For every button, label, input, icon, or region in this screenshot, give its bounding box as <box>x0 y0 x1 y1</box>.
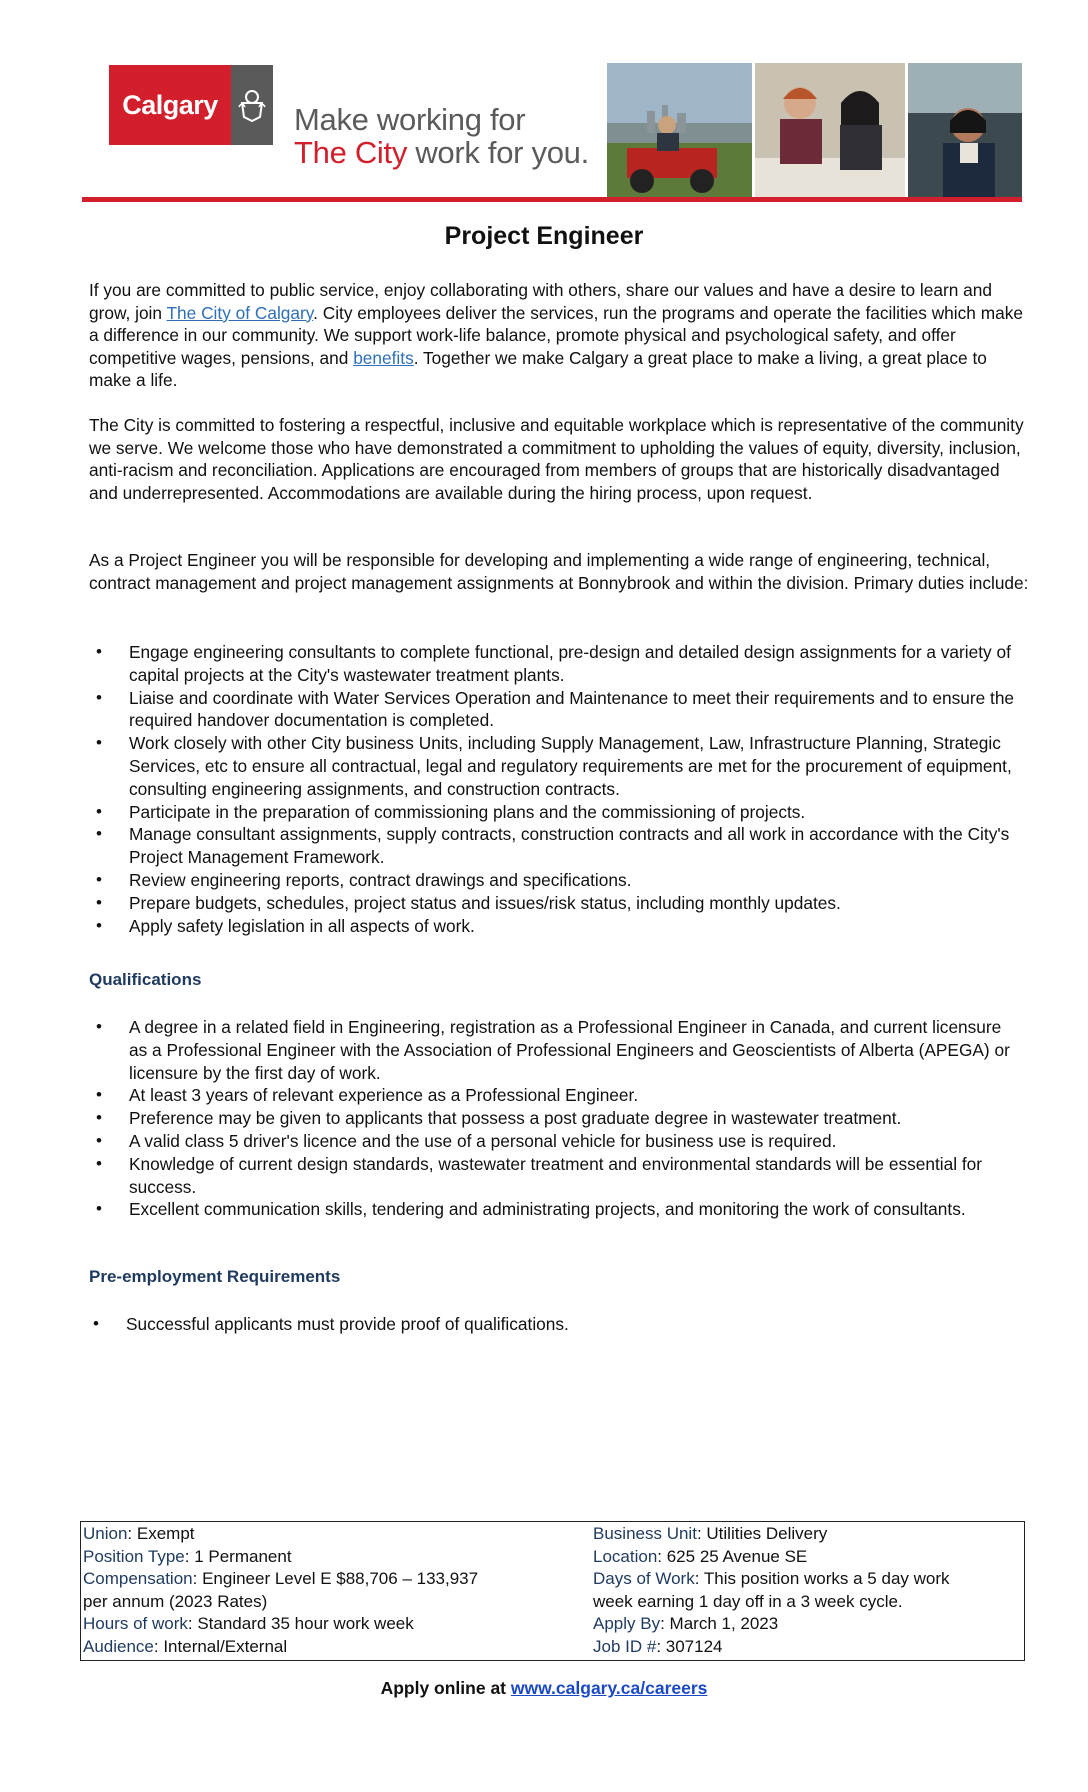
apply-online-text: Apply online at <box>380 1678 511 1698</box>
header-photos <box>607 63 1022 197</box>
job-id-label: Job ID # <box>593 1636 657 1656</box>
days-of-work-row-2: week earning 1 day off in a 3 week cycle. <box>593 1591 903 1611</box>
page-title: Project Engineer <box>444 222 644 250</box>
list-item: • Manage consultant assignments, supply contracts, construction contracts and all work in accordance with the City's Project Management Framework. <box>89 823 1019 869</box>
business-unit-value: : Utilities Delivery <box>696 1524 828 1543</box>
days-of-work-value: : This position works a 5 day work <box>694 1569 950 1589</box>
qualifications-heading: Qualifications <box>89 970 202 989</box>
duties-list <box>89 641 1019 937</box>
benefits-link[interactable]: benefits <box>353 347 414 368</box>
intro-text-c: . Together we make Calgary a great place to make a living, a great place to make a life. <box>89 347 987 390</box>
tagline-line-1: Make working for <box>294 102 526 137</box>
logo-wordmark: Calgary <box>109 65 231 145</box>
list-item: • Work closely with other City business Units, including Supply Management, Law, Infrastructure Planning, Strategic Services, etc to ensure all contractual, legal and regulatory requirements are met for the procurement of equipment, consulting engineering assignments, and construction contracts. <box>89 732 1019 800</box>
compensation-row-2: per annum (2023 Rates) <box>83 1591 268 1611</box>
intro-paragraph-2: The City is committed to fostering a respectful, inclusive and equitable workplace which is representative of the community we serve. We welcome those who have demonstrated a commitment to upholding the values of equity, diversity, inclusion, anti-racism and reconciliation. Applications are encouraged from members of groups that are historically disadvantaged and underrepresented. Accommodations are available during the hiring process, upon request. <box>89 415 1024 503</box>
job-details-right-column <box>593 1523 1018 1659</box>
list-item: • Participate in the preparation of commissioning plans and the commissioning of projects. <box>89 801 1019 824</box>
location-value: : 625 25 Avenue SE <box>657 1546 808 1566</box>
job-id-row <box>593 1636 1018 1659</box>
apply-by-label: Apply By <box>593 1614 661 1634</box>
hours-value: : Standard 35 hour work week <box>187 1614 414 1634</box>
list-item: • Preference may be given to applicants that possess a post graduate degree in wastewater treatment. <box>89 1107 1019 1130</box>
list-item: • A valid class 5 driver's licence and the use of a personal vehicle for business use is required. <box>89 1130 1019 1153</box>
photo-transit-worker <box>908 63 1022 197</box>
job-details-left-column <box>83 1523 583 1659</box>
list-item: • Review engineering reports, contract drawings and specifications. <box>89 869 1019 892</box>
position-type-row <box>83 1546 583 1569</box>
list-item: • Knowledge of current design standards, wastewater treatment and environmental standards will be essential for success. <box>89 1153 1019 1199</box>
photo-office-workers <box>755 63 905 197</box>
list-item: • Successful applicants must provide proof of qualifications. <box>86 1313 1016 1336</box>
location-label: Location <box>593 1546 658 1566</box>
tagline-rest-text: work for you. <box>407 135 589 170</box>
tagline-line-2 <box>294 136 589 169</box>
list-item: • Engage engineering consultants to complete functional, pre-design and detailed design assignments for a variety of capital projects at the City's wastewater treatment plants. <box>89 641 1019 687</box>
apply-by-value: : March 1, 2023 <box>660 1614 779 1634</box>
intro-paragraph-1 <box>89 279 1029 392</box>
union-row <box>83 1523 583 1546</box>
list-item: • Prepare budgets, schedules, project status and issues/risk status, including monthly updates. <box>89 892 1019 915</box>
days-of-work-row <box>593 1568 1018 1591</box>
union-label: Union <box>83 1524 128 1543</box>
header-divider <box>82 197 1022 202</box>
list-item: • A degree in a related field in Engineering, registration as a Professional Engineer in Canada, and current licensure as a Professional Engineer with the Association of Professional Engineers and Geoscientists of Alberta (APEGA) or licensure by the first day of work. <box>89 1016 1019 1084</box>
compensation-label: Compensation <box>83 1569 193 1589</box>
city-of-calgary-link[interactable]: The City of Calgary <box>166 302 314 323</box>
pre-employment-heading: Pre-employment Requirements <box>89 1267 341 1286</box>
tagline-red-text: The City <box>294 135 408 170</box>
audience-row <box>83 1636 583 1659</box>
list-item: • Liaise and coordinate with Water Services Operation and Maintenance to meet their requirements and to ensure the required handover documentation is completed. <box>89 687 1019 733</box>
business-unit-label: Business Unit <box>593 1524 697 1543</box>
intro-text-a: If you are committed to public service, enjoy collaborating with others, share our values and have a desire to learn and grow, join <box>89 280 992 323</box>
qualifications-list <box>89 1016 1019 1221</box>
intro-paragraph-3: As a Project Engineer you will be responsible for developing and implementing a wide range of engineering, technical, contract management and project management assignments at Bonnybrook and within the division. Primary duties include: <box>89 550 1029 593</box>
header-banner <box>82 63 1022 202</box>
location-row <box>593 1546 1018 1569</box>
position-type-label: Position Type <box>83 1546 185 1566</box>
apply-by-row <box>593 1613 1018 1636</box>
audience-value: : Internal/External <box>153 1636 288 1656</box>
intro-text-b: . City employees deliver the services, run the programs and operate the facilities which make a difference in our community. We support work-life balance, promote physical and psychological safety, and offer competitive wages, pensions, and <box>89 302 1023 368</box>
calgary-logo <box>109 65 273 145</box>
list-item: • Apply safety legislation in all aspects of work. <box>89 915 1019 938</box>
job-id-value: : 307124 <box>656 1636 723 1656</box>
pre-employment-list <box>86 1313 1016 1336</box>
tagline <box>294 103 589 169</box>
position-type-value: : 1 Permanent <box>184 1546 292 1566</box>
union-value: : Exempt <box>127 1524 195 1543</box>
job-details-table <box>80 1521 1025 1661</box>
hours-row <box>83 1613 583 1636</box>
hours-label: Hours of work <box>83 1614 188 1634</box>
audience-label: Audience <box>83 1636 154 1656</box>
compensation-value: : Engineer Level E $88,706 – 133,937 <box>192 1569 479 1589</box>
business-unit-row <box>593 1523 1018 1546</box>
days-of-work-label: Days of Work <box>593 1569 695 1589</box>
photo-mower-worker <box>607 63 752 197</box>
apply-online-line <box>0 1678 1088 1699</box>
compensation-row <box>83 1568 583 1591</box>
careers-link[interactable]: www.calgary.ca/careers <box>510 1678 708 1698</box>
list-item: • At least 3 years of relevant experience as a Professional Engineer. <box>89 1084 1019 1107</box>
list-item: • Excellent communication skills, tendering and administrating projects, and monitoring the work of consultants. <box>89 1198 1019 1221</box>
coat-of-arms-icon <box>231 65 273 145</box>
